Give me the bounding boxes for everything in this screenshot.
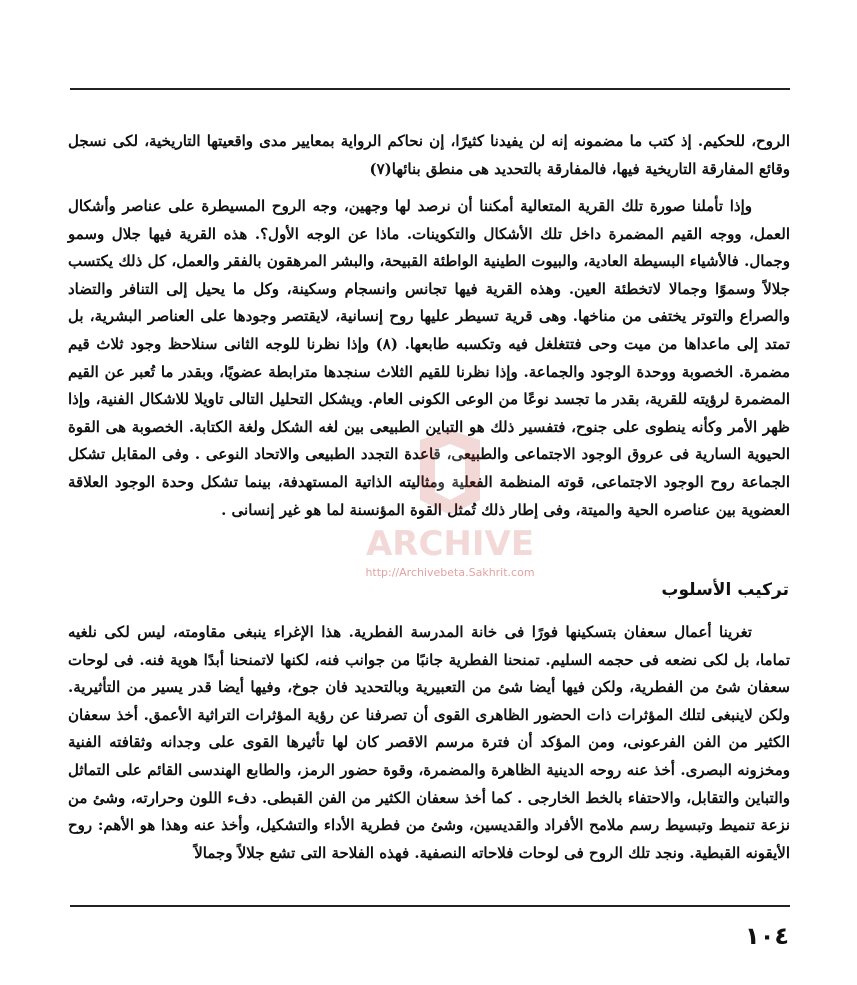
bottom-rule [70, 905, 790, 907]
top-rule [70, 88, 790, 90]
watermark-url: http://Archivebeta.Sakhrit.com [365, 566, 535, 579]
paragraph-main [68, 193, 790, 524]
section-paragraph [68, 619, 790, 867]
paragraph-text: الروح، للحكيم. إذ كتب ما مضمونه إنه لن يفيدنا كثيرًا، إن نحاكم الرواية بمعايير مدى واقعيتها التاريخية، لكى نسجل وقائع المفارقة التاريخية فيها، فالمفارقة بالتحديد هى منطق بنائها(٧) [68, 132, 790, 178]
paragraph-text: تغرينا أعمال سعفان بتسكينها فورًا فى خانة المدرسة الفطرية. هذا الإغراء ينبغى مقاومته، ليس لكى نلغيه تماما، بل لكى نضعه فى حجمه السليم. تمنحنا الفطرية جانبًا من جوانب فنه، لكنها لاتمنحنا أبدًا هوية فنه. فى لوحات سعفان شئ من الفطرية، ولكن فيها أيضا شئ من التعبيرية وبالتحديد فان جوخ، وفيها أيضا قدر يسير من التأثيرية. ولكن لاينبغى لتلك المؤثرات ذات الحضور الظاهرى القوى أن تصرفنا عن رؤية المؤثرات التراثية الأعمق. أخذ سعفان الكثير من الفن الفرعونى، ومن المؤكد أن فترة مرسم الاقصر كان لها تأثيرها القوى على وجدانه وثقافته الفنية ومخزونه البصرى. أخذ عنه روحه الدينية الظاهرة والمضمرة، وقوة حضور الرمز، والطابع الهندسى القائم على التماثل والتباين والتقابل، والاحتفاء بالخط الخارجى . كما أخذ سعفان الكثير من الفن القبطى. دفء اللون وحرارته، وشئ من نزعة تنميط وتبسيط رسم ملامح الأفراد والقديسين، وشئ من فطرية الأداء والتشكيل، وأخذ عنه وهذا هو الأهم: روح الأيقونه القبطية. ونجد تلك الروح فى لوحات فلاحاته النصفية. فهذه الفلاحة التى تشع جلالاً وجمالاً [68, 623, 790, 862]
section-heading: تركيب الأسلوب [661, 580, 789, 600]
page-number: ١٠٤ [745, 922, 789, 950]
paragraph-continuation [68, 128, 790, 183]
paragraph-text: وإذا تأملنا صورة تلك القرية المتعالية أمكننا أن نرصد لها وجهين، وجه الروح المسيطرة على عناصر وأشكال العمل، ووجه القيم المضمرة داخل تلك الأشكال والتكوينات. ماذا عن الوجه الأول؟. هذه القرية فيها جلال وسمو وجمال. فالأشياء البسيطة العادية، والبيوت الطينية الواطئة القبيحة، والبشر المرهقون بالفقر والعمل، كل ذلك يكتسب جلالاً وسموًا وجمالا لاتخطئة العين. وهذه القرية فيها تجانس وانسجام وسكينة، وكل ما يحيل إلى التنافر والتضاد والصراع والتوتر يختفى من مناخها. وهى قرية تسيطر عليها روح إنسانية، لايقتصر وجودها على العناصر البشرية، بل تمتد إلى ماعداها من ميت وحى فتتغلغل فيه وتكسبه طابعها. (٨) وإذا نظرنا للوجه الثانى سنلاحظ وجود ثلاث قيم مضمرة. الخصوبة ووحدة الوجود والجماعة. وإذا نظرنا للقيم الثلاث سنجدها مترابطة عضويًا، وبقدر ما تُعبر عن القيم المضمرة لرؤيته للقرية، بقدر ما تجسد نوعًا من الوعى الكونى العام. ويشكل التحليل التالى تاويلا للاشكال الفنية، وإذا ظهر الأمر وكأنه ينطوى على جنوح، فتفسير ذلك هو التباين الطبيعى بين لغه الشكل ولغة الكتابة. الخصوبة هى القوة الحيوية السارية فى عروق الوجود الاجتماعى والطبيعى، قاعدة التجدد الطبيعى والاتحاد النوعى . وفى المقابل تشكل الجماعة روح الوجود الاجتماعى، قوته المنظمة الفعلية ومثاليته الذاتية المستهدفة، بينما تشكل وحدة الوجود العلاقة العضوية بين عناصره الحية والميتة، وفى إطار ذلك تُمثل القوة المؤنسنة لما هو غير إنسانى . [68, 197, 790, 519]
watermark-wordmark: ARCHIVE [365, 524, 535, 564]
